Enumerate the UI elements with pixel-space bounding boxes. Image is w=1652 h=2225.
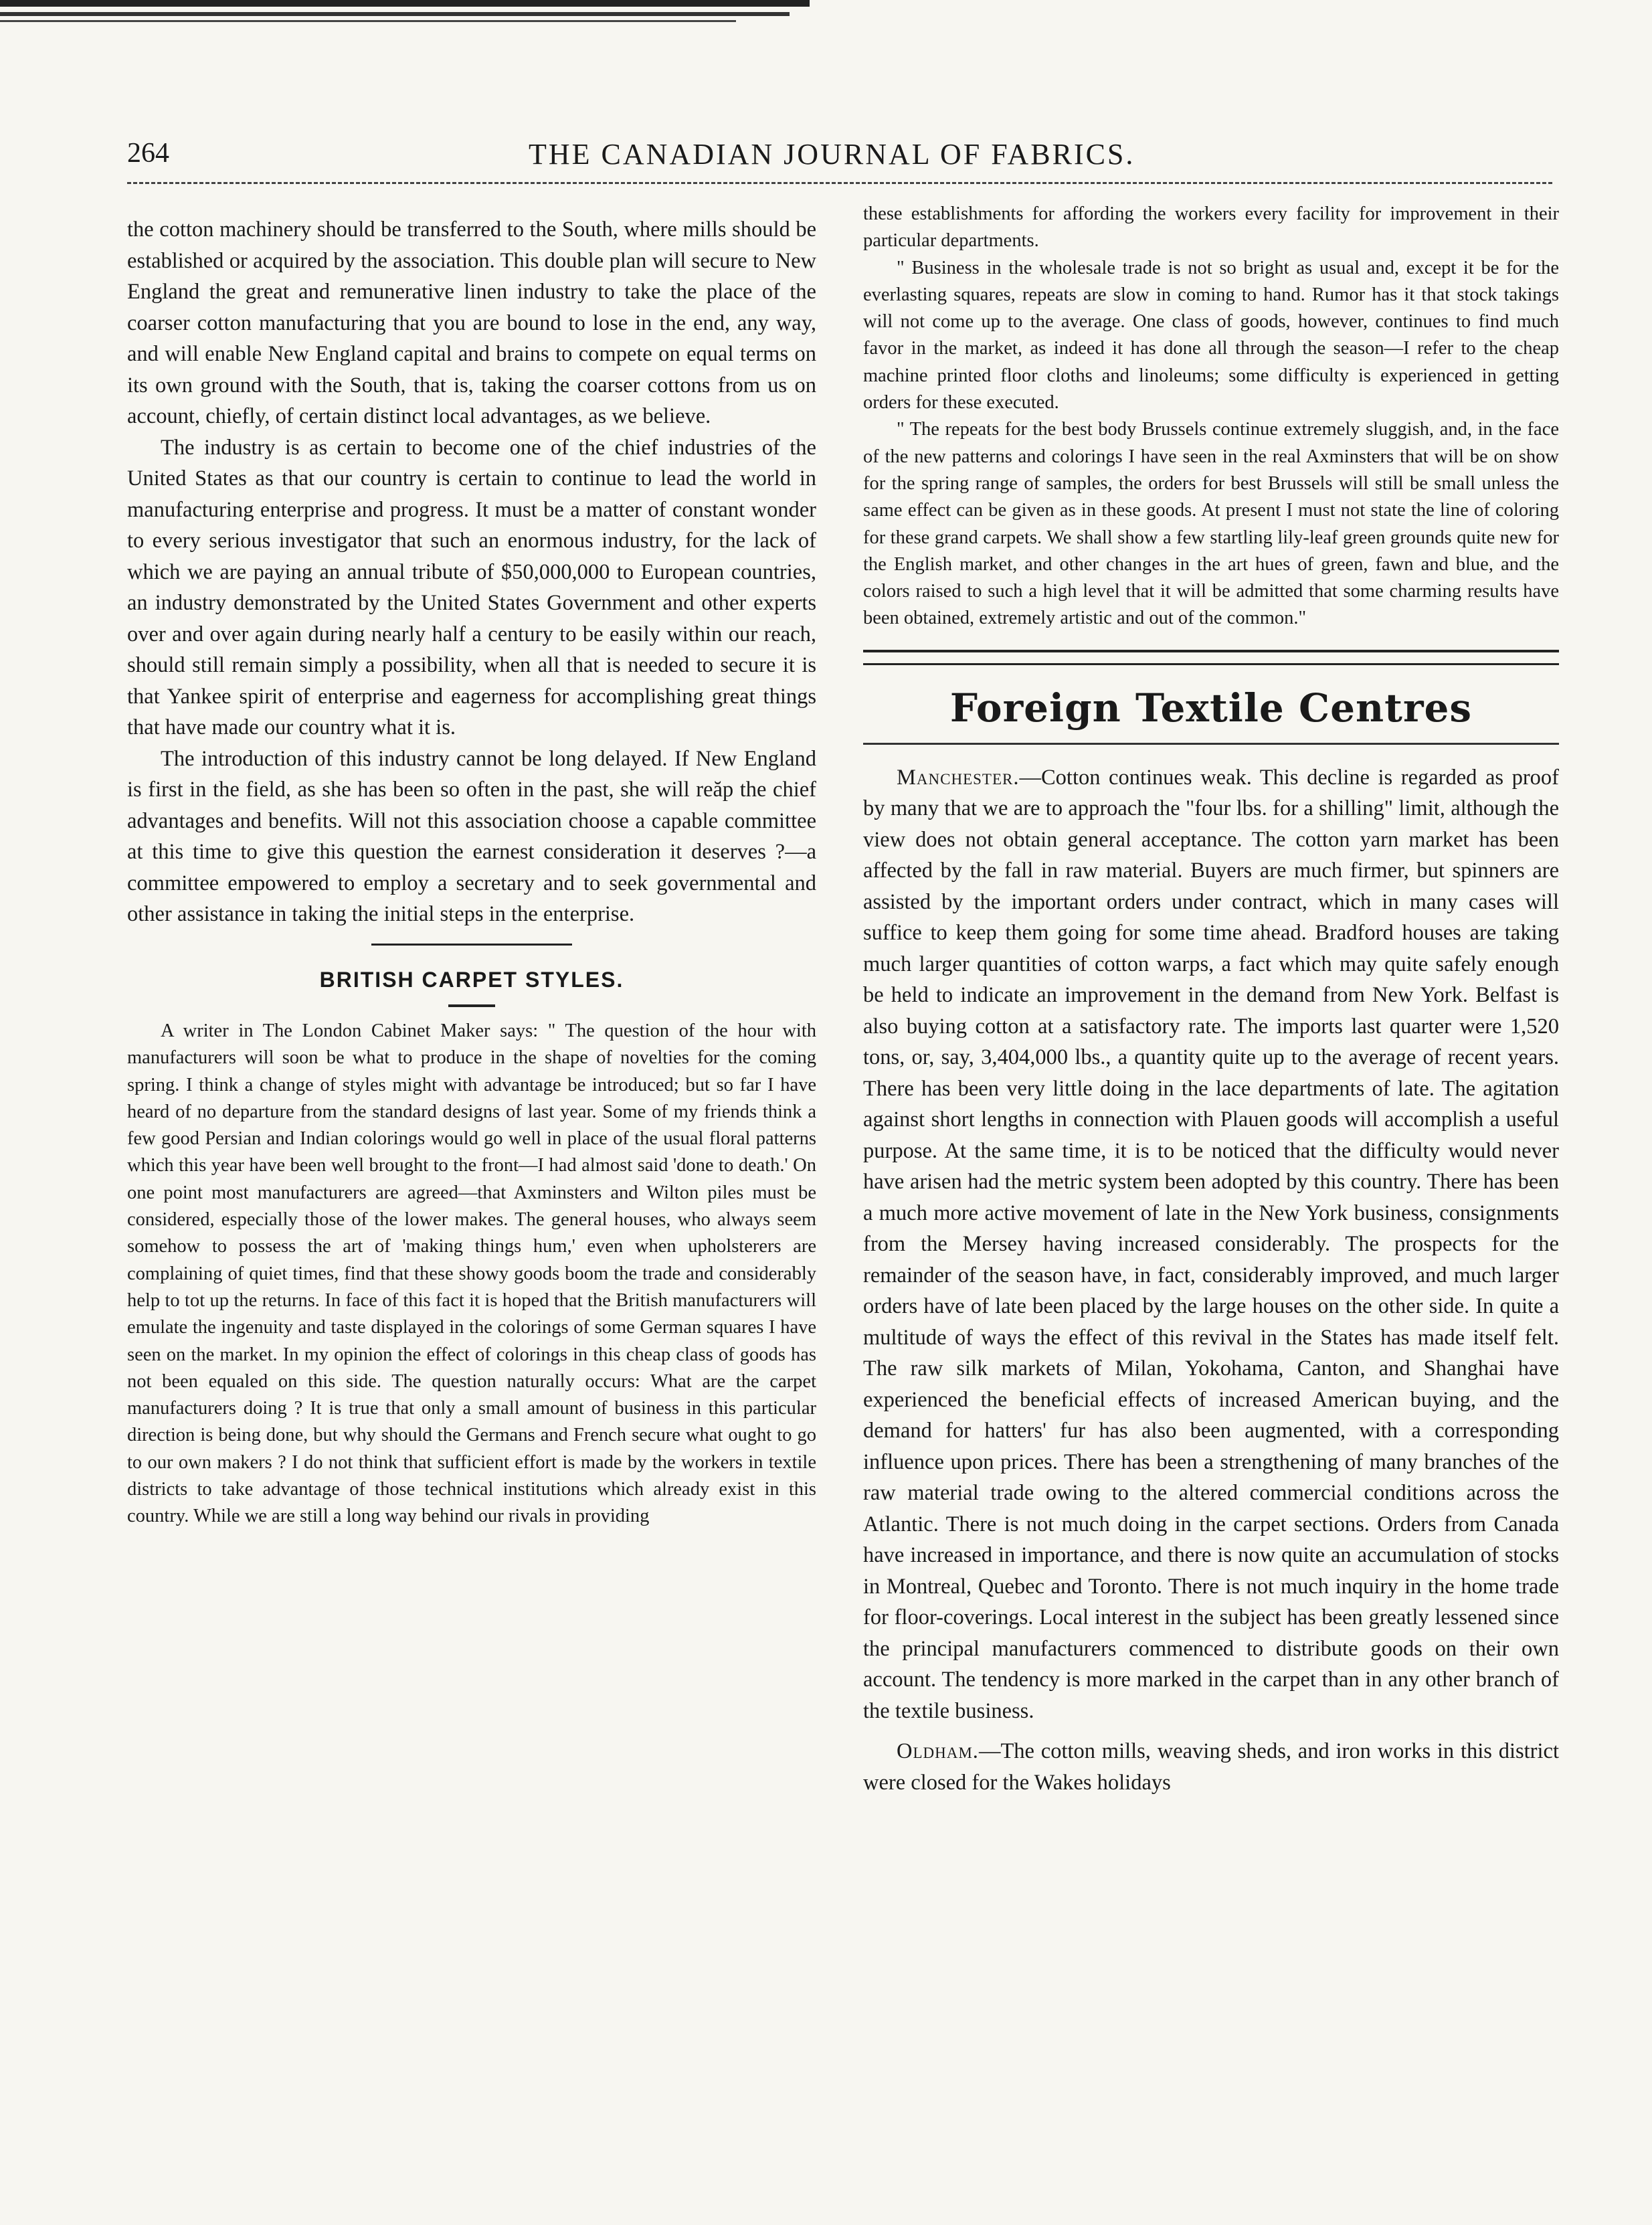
oldham-text: —The cotton mills, weaving sheds, and iron works in this district were closed for the Wakes holidays: [863, 1739, 1559, 1795]
british-carpet-styles-heading: BRITISH CARPET STYLES.: [319, 967, 624, 992]
oldham-paragraph: [863, 1736, 1559, 1798]
left-column: [127, 214, 816, 2182]
foreign-textile-centres-heading: Foreign Textile Centres: [949, 685, 1473, 731]
section-double-rule: [863, 650, 1559, 665]
manchester-label: Manchester.: [897, 765, 1020, 790]
heading-underline: [863, 743, 1559, 745]
carpet-continuation-3: " The repeats for the best body Brussels continue extremely sluggish, and, in the face of the new patterns and colorings I have seen in the real Axminsters that will be on show for the spring range of samples, the orders for best Brussels will still be small unless the same effect can be given as in these goods. At present I must not state the line of coloring for these grand carpets. We shall show a few startling lily-leaf green grounds quite new for the English market, and other changes in the art hues of green, fawn and blue, and the colors raised to such a high level that it will be admitted that some charming results have been obtained, extremely artistic and out of the common.": [863, 419, 1559, 629]
top-decorative-rule: [0, 0, 810, 28]
manchester-paragraph: [863, 762, 1559, 1727]
oldham-label: Oldham.: [897, 1739, 979, 1764]
carpet-article-text: A writer in The London Cabinet Maker says: " The question of the hour with manufacturers will soon be what to produce in the shape of novelties for the coming spring. I think a change of styles might with advantage be introduced; but so far I have heard of no departure from the standard designs of last year. Some of my friends think a few good Persian and Indian colorings would go well in place of the usual floral patterns which this year have been well brought to the front—I had almost said 'done to death.' On one point most manufacturers are agreed—that Axminsters and Wilton piles must be considered, especially those of the lower makes. The general houses, who always seem somehow to possess the art of 'making things hum,' even when upholsterers are complaining of quiet times, find that these showy goods boom the trade and considerably help to tot up the returns. In face of this fact it is hoped that the British manufacturers will emulate the ingenuity and taste displayed in the colorings of some German squares I have seen on the market. In my opinion the effect of colorings in this cheap class of goods has not been equaled on this side. The question naturally occurs: What are the carpet manufacturers doing ? It is true that only a small amount of business in this particular direction is being done, but why should the Germans and French secure what ought to go to our own makers ? I do not think that sufficient effort is made by the workers in textile districts to take advantage of those technical institutions which already exist in this country. While we are still a long way behind our rivals in providing: [127, 1020, 816, 1527]
carpet-continuation-1: these establishments for affording the workers every facility for improvement in their particular departments.: [863, 203, 1559, 252]
right-column: [863, 201, 1559, 2182]
page-header: [127, 137, 1552, 177]
paragraph-linen-plan: the cotton machinery should be transferred to the South, where mills should be established or acquired by the association. This double plan will secure to New England the great and remunerative linen industry to take the place of the coarser cotton manufacturing that you are bound to lose in the end, any way, and will enable New England capital and brains to compete on equal terms on its own ground with the South, that is, taking the coarser cottons from us on account, chiefly, of certain distinct local advantages, as we believe.: [127, 217, 816, 428]
header-rule: [127, 182, 1552, 188]
manchester-text: —Cotton continues weak. This decline is regarded as proof by many that we are to approach the "four lbs. for a shilling" limit, although the view does not obtain general acceptance. The cotton yarn market has been affected by the fall in raw material. Buyers are much firmer, but spinners are assisted by the important orders under contract, which in many cases will suffice to keep them going for some time ahead. Bradford houses are taking much larger quantities of cotton warps, a fact which may quite safely enough be held to indicate an improvement in the demand from New York. Belfast is also buying cotton at a satisfactory rate. The imports last quarter were 1,520 tons, or, say, 3,404,000 lbs., a quantity quite up to the average of recent years. There has been very little doing in the lace departments of late. The agitation against short lengths in connection with Plauen goods will accomplish a useful purpose. At the same time, it is to be noticed that the difficulty would never have arisen had the metric system been adopted by this country. There has been a much more active movement of late in the New York business, consignments from the Mersey having increased considerably. The prospects for the remainder of the season have, in fact, considerably improved, and much larger orders have of late been placed by the large houses on the other side. In quite a multitude of ways the effect of this revival in the States has made itself felt. The raw silk markets of Milan, Yokohama, Canton, and Shanghai have experienced the beneficial effects of increased American buying, and the demand for hatters' fur has also been augmented, with a corresponding influence upon prices. There has been a strengthening of many branches of the raw material trade owing to the altered commercial conditions across the Atlantic. There is not much doing in the carpet sections. Orders from Canada have increased in importance, and there is now quite an accumulation of stocks in Montreal, Quebec and Toronto. There is not much inquiry in the home trade for floor-coverings. Local interest in the subject has been greatly lessened since the principal manufacturers commenced to distribute goods on their own account. The tendency is more marked in the carpet than in any other branch of the textile business.: [863, 765, 1559, 1723]
paragraph-industry-certainty: The industry is as certain to become one of the chief industries of the United States as that our country is certain to continue to lead the world in manufacturing enterprise and progress. It must be a matter of constant wonder to every serious investigator that such an enormous industry, for the lack of which we are paying an annual tribute of $50,000,000 to European countries, an industry demonstrated by the United States Government and other experts over and over again during nearly half a century to be easily within our reach, should still remain simply a possibility, when all that is needed to secure it is that Yankee spirit of enterprise and eagerness for accomplishing great things that have made our country what it is.: [127, 435, 816, 739]
paragraph-introduction-industry: The introduction of this industry cannot be long delayed. If New England is first in the field, as she has been so often in the past, she will reăp the chief advantages and benefits. Will not this association choose a capable committee at this time to give this question the earnest consideration it deserves ?—a committee empowered to employ a secretary and to seek governmental and other assistance in taking the initial steps in the enterprise.: [127, 746, 816, 926]
journal-title: THE CANADIAN JOURNAL OF FABRICS.: [529, 138, 1135, 171]
heading-dash: [448, 1004, 495, 1007]
carpet-continuation-2: " Business in the wholesale trade is not so bright as usual and, except it be for the everlasting squares, repeats are slow in coming to hand. Rumor has it that stock takings will not come up to the average. One class of goods, however, continues to find much favor in the market, as indeed it has done all through the season—I refer to the cheap machine printed floor cloths and linoleums; some difficulty is experienced in getting orders for these executed.: [863, 257, 1559, 414]
section-divider: [371, 944, 572, 946]
page-number: 264: [127, 138, 169, 169]
